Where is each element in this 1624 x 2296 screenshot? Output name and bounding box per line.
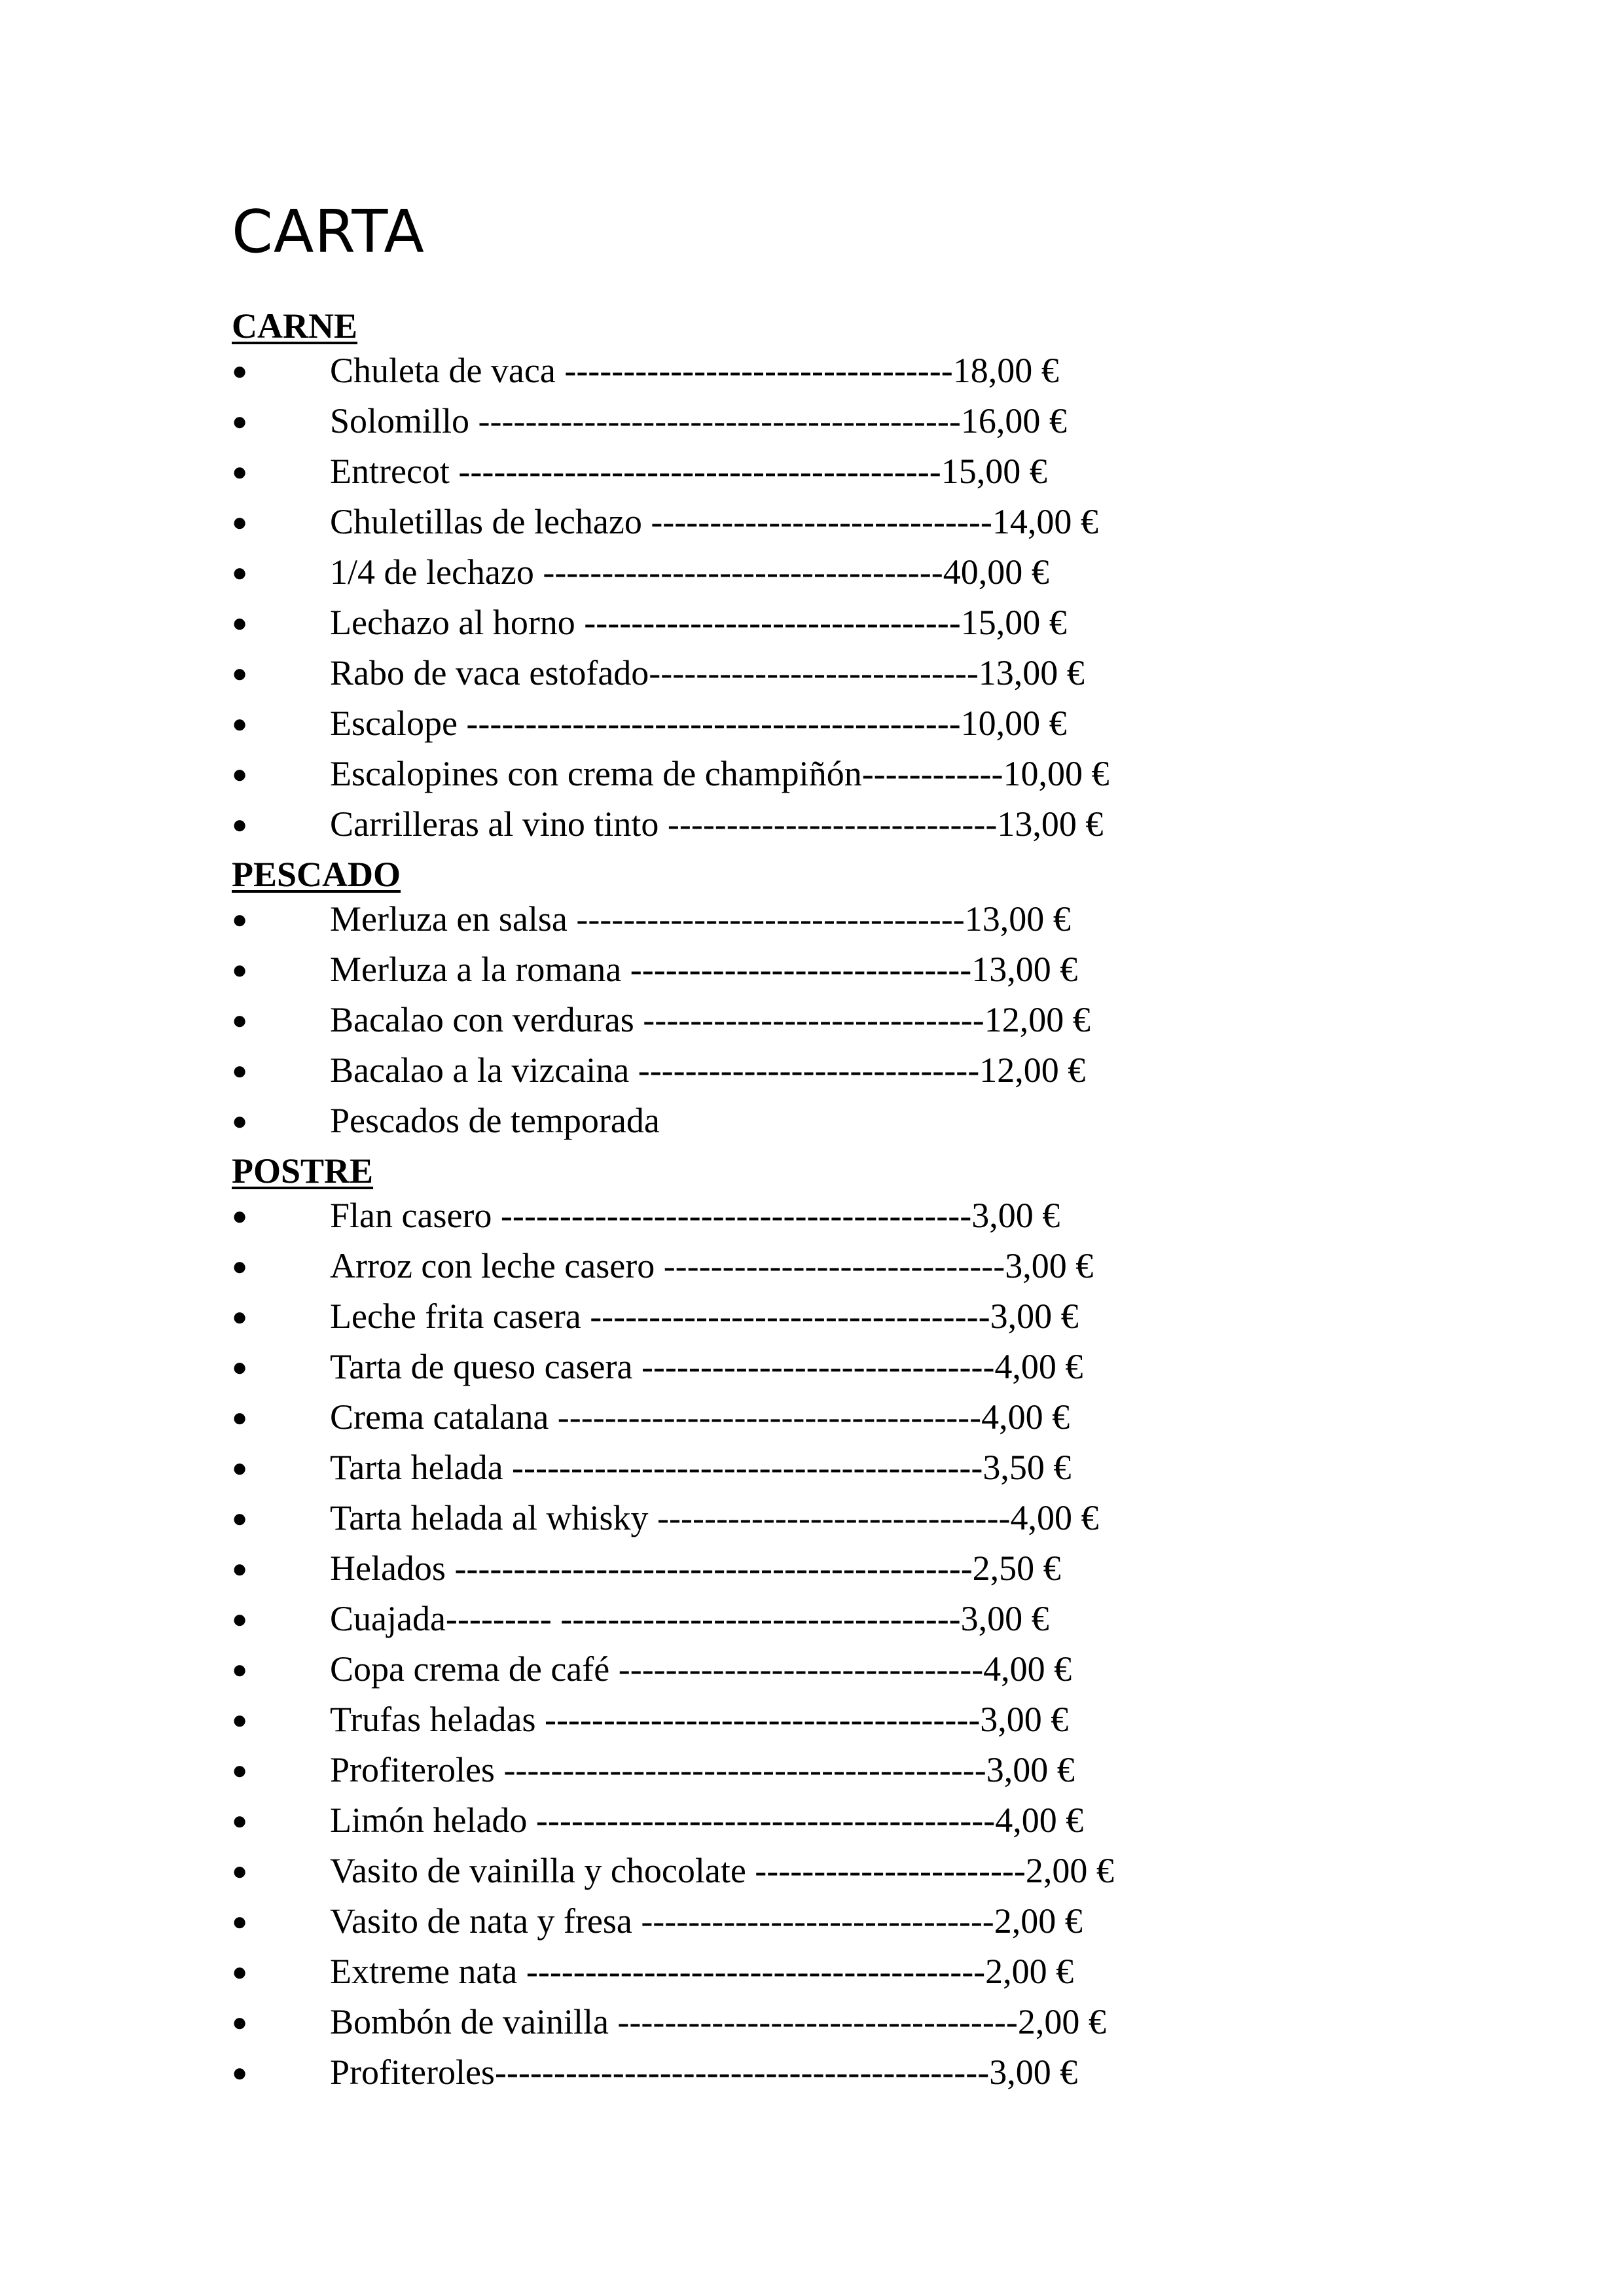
menu-item: [232, 1644, 1541, 1695]
menu-item: [232, 995, 1541, 1045]
bullet-icon: ●: [232, 955, 248, 984]
section-heading-postre: POSTRE: [232, 1151, 374, 1191]
menu-item-text: Profiteroles------------------------------------------3,00 €: [330, 2053, 1078, 2092]
menu-item: [232, 1745, 1541, 1795]
menu-item: [232, 1946, 1541, 1997]
menu-item-text: Pescados de temporada: [330, 1101, 660, 1140]
postre-list: [232, 1191, 1541, 2098]
menu-item-text: Cuajada--------- ----------------------------------3,00 €: [330, 1599, 1049, 1638]
menu-item: [232, 1096, 1541, 1146]
bullet-icon: ●: [232, 608, 248, 637]
menu-item: [232, 396, 1541, 446]
menu-item-text: Crema catalana ------------------------------------4,00 €: [330, 1397, 1070, 1437]
bullet-icon: ●: [232, 1106, 248, 1136]
menu-item: [232, 598, 1541, 648]
section-pescado: [232, 855, 1541, 1146]
bullet-icon: ●: [232, 1856, 248, 1886]
bullet-icon: ●: [232, 1655, 248, 1684]
carne-list: [232, 346, 1541, 850]
menu-item: [232, 1443, 1541, 1493]
bullet-icon: ●: [232, 1201, 248, 1230]
menu-item: [232, 1543, 1541, 1594]
menu-item: [232, 497, 1541, 547]
bullet-icon: ●: [232, 1755, 248, 1785]
menu-item-text: Rabo de vaca estofado----------------------------13,00 €: [330, 653, 1085, 692]
bullet-icon: ●: [232, 1806, 248, 1835]
menu-item-text: Arroz con leche casero -----------------------------3,00 €: [330, 1246, 1094, 1285]
bullet-icon: ●: [232, 1705, 248, 1734]
menu-item: [232, 346, 1541, 396]
page-title: CARTA: [232, 198, 425, 266]
bullet-icon: ●: [232, 1005, 248, 1035]
bullet-icon: ●: [232, 1056, 248, 1085]
menu-item-text: Escalope ------------------------------------------10,00 €: [330, 704, 1067, 743]
bullet-icon: ●: [232, 759, 248, 789]
menu-item-text: Entrecot -----------------------------------------15,00 €: [330, 452, 1047, 491]
menu-item-text: Extreme nata ---------------------------------------2,00 €: [330, 1952, 1074, 1991]
menu-item-text: Solomillo -----------------------------------------16,00 €: [330, 401, 1067, 440]
bullet-icon: ●: [232, 1453, 248, 1482]
bullet-icon: ●: [232, 810, 248, 839]
menu-item-text: Chuletillas de lechazo -----------------------------14,00 €: [330, 502, 1098, 541]
menu-item-text: Carrilleras al vino tinto ----------------------------13,00 €: [330, 804, 1104, 844]
menu-item: [232, 1795, 1541, 1846]
bullet-icon: ●: [232, 1503, 248, 1533]
menu-item-text: Tarta de queso casera ------------------------------4,00 €: [330, 1347, 1083, 1386]
menu-item-text: Escalopines con crema de champiñón------------10,00 €: [330, 754, 1110, 793]
menu-item: [232, 446, 1541, 497]
menu-item-text: Tarta helada al whisky ------------------------------4,00 €: [330, 1498, 1099, 1537]
section-carne: [232, 306, 1541, 850]
menu-item: [232, 1846, 1541, 1896]
bullet-icon: ●: [232, 1302, 248, 1331]
bullet-icon: ●: [232, 558, 248, 587]
menu-item-text: Vasito de vainilla y chocolate -----------------------2,00 €: [330, 1851, 1114, 1890]
menu-item: [232, 648, 1541, 698]
menu-item-text: Profiteroles -----------------------------------------3,00 €: [330, 1750, 1075, 1789]
menu-item-text: Bacalao a la vizcaina -----------------------------12,00 €: [330, 1050, 1086, 1090]
bullet-icon: ●: [232, 1554, 248, 1583]
menu-item-text: Tarta helada ----------------------------------------3,50 €: [330, 1448, 1072, 1487]
menu-item: [232, 1045, 1541, 1096]
menu-item: [232, 547, 1541, 598]
menu-item: [232, 1896, 1541, 1946]
bullet-icon: ●: [232, 1403, 248, 1432]
menu-item-text: Vasito de nata y fresa ------------------------------2,00 €: [330, 1901, 1083, 1941]
bullet-icon: ●: [232, 1604, 248, 1634]
bullet-icon: ●: [232, 507, 248, 537]
menu-item: [232, 1392, 1541, 1443]
menu-item-text: Merluza a la romana -----------------------------13,00 €: [330, 950, 1078, 989]
menu-item-text: Helados --------------------------------------------2,50 €: [330, 1549, 1061, 1588]
bullet-icon: ●: [232, 356, 248, 386]
bullet-icon: ●: [232, 2007, 248, 2037]
menu-item-text: 1/4 de lechazo ----------------------------------40,00 €: [330, 552, 1049, 592]
bullet-icon: ●: [232, 1251, 248, 1281]
menu-item-text: Trufas heladas -------------------------------------3,00 €: [330, 1700, 1069, 1739]
bullet-icon: ●: [232, 2058, 248, 2087]
menu-item-text: Bombón de vainilla ----------------------------------2,00 €: [330, 2002, 1106, 2041]
menu-content: [232, 306, 1541, 2098]
menu-item: [232, 1493, 1541, 1543]
bullet-icon: ●: [232, 658, 248, 688]
menu-item-text: Copa crema de café -------------------------------4,00 €: [330, 1649, 1072, 1689]
bullet-icon: ●: [232, 905, 248, 934]
menu-item: [232, 1695, 1541, 1745]
menu-item: [232, 749, 1541, 799]
bullet-icon: ●: [232, 406, 248, 436]
section-heading-pescado: PESCADO: [232, 855, 401, 894]
pescado-list: [232, 894, 1541, 1146]
menu-item: [232, 1291, 1541, 1342]
section-heading-carne: CARNE: [232, 306, 358, 346]
menu-item-text: Merluza en salsa ---------------------------------13,00 €: [330, 899, 1071, 939]
menu-item: [232, 698, 1541, 749]
bullet-icon: ●: [232, 1957, 248, 1986]
menu-item-text: Flan casero ----------------------------------------3,00 €: [330, 1196, 1060, 1235]
menu-item: [232, 799, 1541, 850]
menu-item: [232, 1997, 1541, 2047]
bullet-icon: ●: [232, 1352, 248, 1382]
bullet-icon: ●: [232, 1907, 248, 1936]
menu-item-text: Bacalao con verduras -----------------------------12,00 €: [330, 1000, 1091, 1039]
menu-item: [232, 2047, 1541, 2098]
menu-item: [232, 1342, 1541, 1392]
bullet-icon: ●: [232, 457, 248, 486]
menu-item: [232, 1241, 1541, 1291]
menu-item: [232, 894, 1541, 944]
menu-item-text: Limón helado ---------------------------------------4,00 €: [330, 1801, 1084, 1840]
menu-item: [232, 1594, 1541, 1644]
menu-item-text: Leche frita casera ----------------------------------3,00 €: [330, 1297, 1079, 1336]
menu-item-text: Lechazo al horno --------------------------------15,00 €: [330, 603, 1067, 642]
bullet-icon: ●: [232, 709, 248, 738]
section-postre: [232, 1151, 1541, 2098]
menu-item-text: Chuleta de vaca ---------------------------------18,00 €: [330, 351, 1059, 390]
menu-item: [232, 1191, 1541, 1241]
menu-item: [232, 944, 1541, 995]
